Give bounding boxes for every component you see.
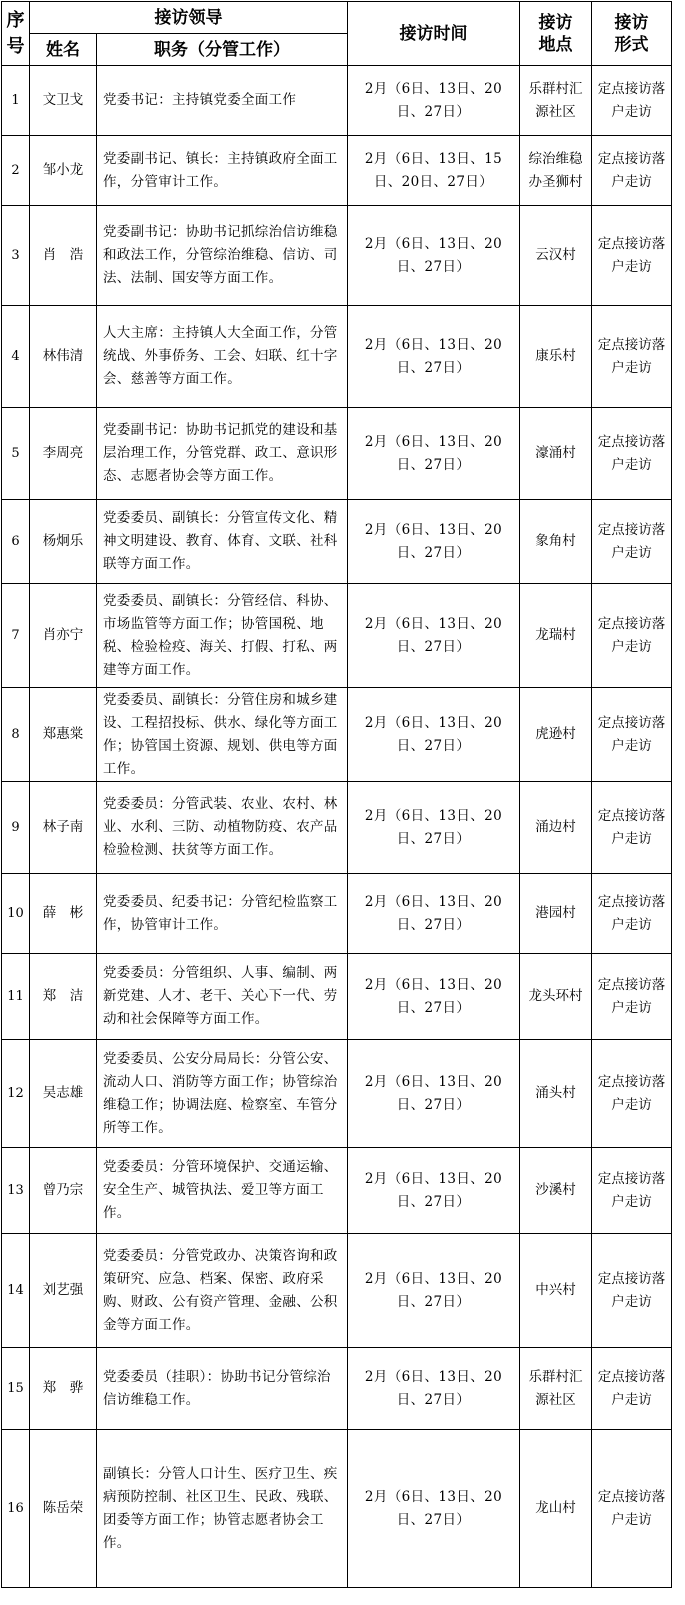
reception-time: 2月（6日、13日、20日、27日） [348, 782, 520, 874]
reception-form: 定点接访落户走访 [592, 1234, 672, 1348]
table-row [2, 874, 672, 954]
leader-name: 郑 骅 [30, 1348, 97, 1430]
table-row [2, 206, 672, 306]
leader-name: 郑惠棠 [30, 688, 97, 782]
reception-form: 定点接访落户走访 [592, 136, 672, 206]
leader-duty: 党委书记：主持镇党委全面工作 [97, 66, 348, 136]
reception-time: 2月（6日、13日、20日、27日） [348, 688, 520, 782]
reception-form: 定点接访落户走访 [592, 1348, 672, 1430]
table-row [2, 408, 672, 500]
reception-time: 2月（6日、13日、20日、27日） [348, 954, 520, 1040]
reception-place: 中兴村 [520, 1234, 592, 1348]
reception-time: 2月（6日、13日、20日、27日） [348, 66, 520, 136]
reception-form: 定点接访落户走访 [592, 782, 672, 874]
reception-place: 龙山村 [520, 1430, 592, 1588]
row-number: 14 [2, 1234, 30, 1348]
table-row [2, 1148, 672, 1234]
row-number: 13 [2, 1148, 30, 1234]
leader-duty: 党委副书记：协助书记抓综治信访维稳和政法工作，分管综治维稳、信访、司法、法制、国安等方面工作。 [97, 206, 348, 306]
leader-duty: 党委委员、副镇长：分管住房和城乡建设、工程招投标、供水、绿化等方面工作；协管国土资源、规划、供电等方面工作。 [97, 688, 348, 782]
reception-place: 乐群村汇源社区 [520, 66, 592, 136]
reception-time: 2月（6日、13日、20日、27日） [348, 408, 520, 500]
reception-form: 定点接访落户走访 [592, 584, 672, 688]
leader-name: 陈岳荣 [30, 1430, 97, 1588]
reception-place: 濠涌村 [520, 408, 592, 500]
header-duty: 职务（分管工作） [97, 34, 348, 66]
row-number: 9 [2, 782, 30, 874]
leader-name: 杨炯乐 [30, 500, 97, 584]
leader-name: 文卫戈 [30, 66, 97, 136]
header-seq: 序号 [2, 2, 30, 66]
row-number: 8 [2, 688, 30, 782]
leader-name: 吴志雄 [30, 1040, 97, 1148]
row-number: 2 [2, 136, 30, 206]
reception-form: 定点接访落户走访 [592, 306, 672, 408]
leader-duty: 副镇长：分管人口计生、医疗卫生、疾病预防控制、社区卫生、民政、残联、团委等方面工作；协管志愿者协会工作。 [97, 1430, 348, 1588]
row-number: 7 [2, 584, 30, 688]
table-row [2, 66, 672, 136]
leader-name: 邹小龙 [30, 136, 97, 206]
row-number: 12 [2, 1040, 30, 1148]
table-row [2, 136, 672, 206]
reception-place: 乐群村汇源社区 [520, 1348, 592, 1430]
row-number: 5 [2, 408, 30, 500]
reception-form: 定点接访落户走访 [592, 66, 672, 136]
reception-form: 定点接访落户走访 [592, 1148, 672, 1234]
reception-time: 2月（6日、13日、20日、27日） [348, 1148, 520, 1234]
reception-time: 2月（6日、13日、20日、27日） [348, 874, 520, 954]
reception-place: 涌头村 [520, 1040, 592, 1148]
table-row [2, 584, 672, 688]
reception-form: 定点接访落户走访 [592, 688, 672, 782]
table-row [2, 1430, 672, 1588]
leader-name: 曾乃宗 [30, 1148, 97, 1234]
leader-name: 李周亮 [30, 408, 97, 500]
reception-time: 2月（6日、13日、15日、20日、27日） [348, 136, 520, 206]
reception-place: 沙溪村 [520, 1148, 592, 1234]
header-place: 接访地点 [520, 2, 592, 66]
leader-duty: 党委委员、副镇长：分管宣传文化、精神文明建设、教育、体育、文联、社科联等方面工作。 [97, 500, 348, 584]
reception-time: 2月（6日、13日、20日、27日） [348, 1430, 520, 1588]
leader-name: 薛 彬 [30, 874, 97, 954]
row-number: 1 [2, 66, 30, 136]
leader-name: 林伟清 [30, 306, 97, 408]
row-number: 10 [2, 874, 30, 954]
leader-name: 肖亦宁 [30, 584, 97, 688]
header-leader-group: 接访领导 [30, 2, 348, 34]
leader-duty: 党委副书记、镇长：主持镇政府全面工作，分管审计工作。 [97, 136, 348, 206]
header-name: 姓名 [30, 34, 97, 66]
row-number: 6 [2, 500, 30, 584]
header-form: 接访形式 [592, 2, 672, 66]
reception-place: 龙头环村 [520, 954, 592, 1040]
leader-duty: 党委委员：分管武装、农业、农村、林业、水利、三防、动植物防疫、农产品检验检测、扶贫等方面工作。 [97, 782, 348, 874]
reception-place: 康乐村 [520, 306, 592, 408]
reception-place: 虎逊村 [520, 688, 592, 782]
table-row [2, 954, 672, 1040]
table-row [2, 688, 672, 782]
leader-duty: 党委委员（挂职）：协助书记分管综治信访维稳工作。 [97, 1348, 348, 1430]
reception-place: 综治维稳办圣狮村 [520, 136, 592, 206]
table-row [2, 500, 672, 584]
leader-name: 郑 洁 [30, 954, 97, 1040]
reception-form: 定点接访落户走访 [592, 1430, 672, 1588]
leader-duty: 党委委员、公安分局局长：分管公安、流动人口、消防等方面工作；协管综治维稳工作；协调法庭、检察室、车管分所等工作。 [97, 1040, 348, 1148]
leader-duty: 党委委员：分管党政办、决策咨询和政策研究、应急、档案、保密、政府采购、财政、公有资产管理、金融、公积金等方面工作。 [97, 1234, 348, 1348]
table-row [2, 306, 672, 408]
reception-time: 2月（6日、13日、20日、27日） [348, 1040, 520, 1148]
reception-place: 龙瑞村 [520, 584, 592, 688]
row-number: 11 [2, 954, 30, 1040]
table-body [2, 66, 672, 1588]
table-row [2, 782, 672, 874]
reception-form: 定点接访落户走访 [592, 874, 672, 954]
header-time: 接访时间 [348, 2, 520, 66]
leader-duty: 人大主席：主持镇人大全面工作，分管统战、外事侨务、工会、妇联、红十字会、慈善等方面工作。 [97, 306, 348, 408]
leader-duty: 党委委员、副镇长：分管经信、科协、市场监管等方面工作；协管国税、地税、检验检疫、海关、打假、打私、两建等方面工作。 [97, 584, 348, 688]
leader-duty: 党委委员、纪委书记：分管纪检监察工作，协管审计工作。 [97, 874, 348, 954]
reception-time: 2月（6日、13日、20日、27日） [348, 1348, 520, 1430]
leader-duty: 党委委员：分管组织、人事、编制、两新党建、人才、老干、关心下一代、劳动和社会保障等方面工作。 [97, 954, 348, 1040]
reception-place: 象角村 [520, 500, 592, 584]
reception-form: 定点接访落户走访 [592, 408, 672, 500]
table-row [2, 1234, 672, 1348]
reception-place: 涌边村 [520, 782, 592, 874]
row-number: 15 [2, 1348, 30, 1430]
reception-time: 2月（6日、13日、20日、27日） [348, 306, 520, 408]
table-row [2, 1040, 672, 1148]
reception-time: 2月（6日、13日、20日、27日） [348, 1234, 520, 1348]
leader-name: 刘艺强 [30, 1234, 97, 1348]
table-row [2, 1348, 672, 1430]
reception-place: 港园村 [520, 874, 592, 954]
reception-time: 2月（6日、13日、20日、27日） [348, 500, 520, 584]
leader-duty: 党委副书记：协助书记抓党的建设和基层治理工作，分管党群、政工、意识形态、志愿者协会等方面工作。 [97, 408, 348, 500]
leader-name: 肖 浩 [30, 206, 97, 306]
row-number: 4 [2, 306, 30, 408]
reception-form: 定点接访落户走访 [592, 1040, 672, 1148]
leader-duty: 党委委员：分管环境保护、交通运输、安全生产、城管执法、爱卫等方面工作。 [97, 1148, 348, 1234]
leader-name: 林子南 [30, 782, 97, 874]
reception-form: 定点接访落户走访 [592, 206, 672, 306]
row-number: 16 [2, 1430, 30, 1588]
reception-form: 定点接访落户走访 [592, 954, 672, 1040]
reception-time: 2月（6日、13日、20日、27日） [348, 584, 520, 688]
reception-schedule-table [1, 1, 672, 1588]
reception-form: 定点接访落户走访 [592, 500, 672, 584]
row-number: 3 [2, 206, 30, 306]
reception-time: 2月（6日、13日、20日、27日） [348, 206, 520, 306]
reception-place: 云汉村 [520, 206, 592, 306]
